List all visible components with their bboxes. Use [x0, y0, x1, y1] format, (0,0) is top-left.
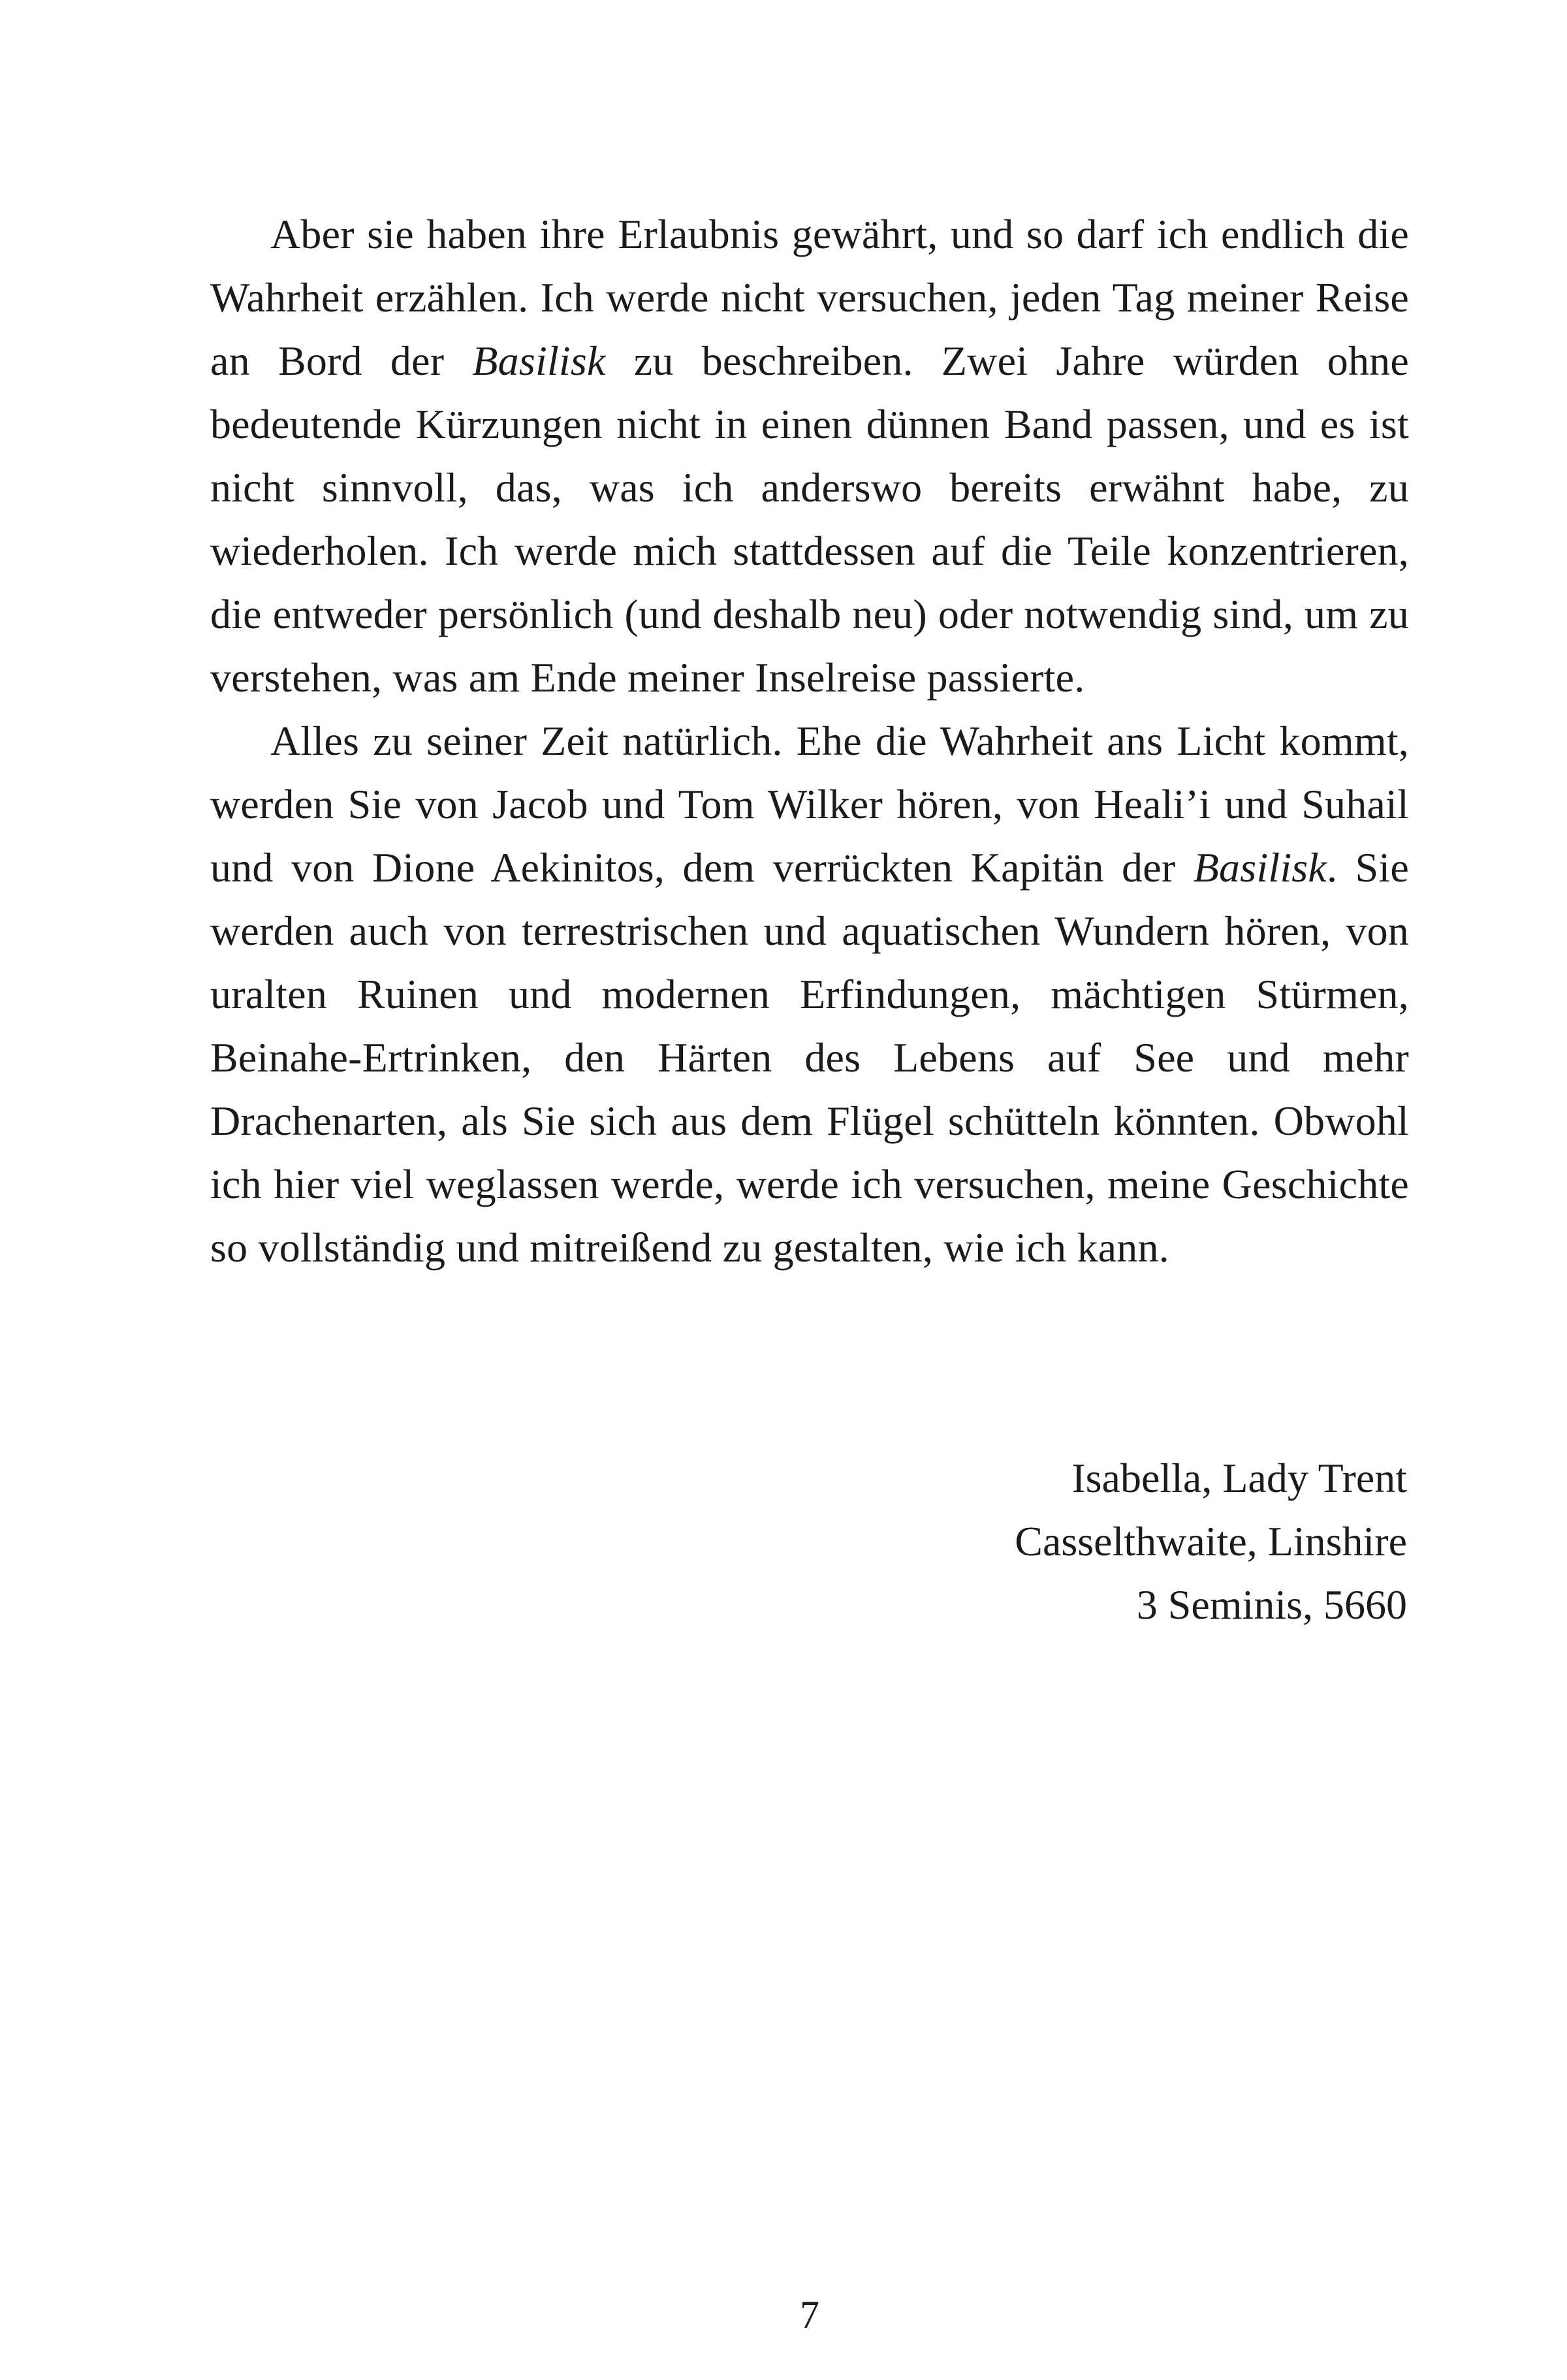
body-paragraph: Alles zu seiner Zeit natürlich. Ehe die Wahrheit ans Licht kommt, werden Sie von Jacob und Tom Wilker hören, von Heali’i und Suhail und von Dione Aekinitos, dem verrückten Kapitän der Basilisk. Sie werden auch von terrestrischen und aquatischen Wundern hören, von uralten Ruinen und modernen Erfindungen, mächtigen Stürmen, Beinahe-Ertrinken, den Härten des Lebens auf See und mehr Drachenarten, als Sie sich aus dem Flügel schütteln könnten. Obwohl ich hier viel weglassen werde, werde ich versuchen, meine Geschichte so vollständig und mitreißend zu gestalten, wie ich kann.	[210, 718, 1409, 1271]
signature-block	[1015, 1446, 1407, 1636]
signature-date: 3 Seminis, 5660	[1136, 1581, 1407, 1628]
signature-place: Casselthwaite, Linshire	[1015, 1518, 1407, 1564]
page-number: 7	[800, 2293, 819, 2336]
body-text	[210, 202, 1409, 1279]
signature-name: Isabella, Lady Trent	[1071, 1455, 1407, 1501]
body-paragraph: Aber sie haben ihre Erlaubnis gewährt, und so darf ich endlich die Wahrheit erzählen. Ich werde nicht versuchen, jeden Tag meiner Reise an Bord der Basilisk zu beschreiben. Zwei Jahre würden ohne bedeutende Kürzungen nicht in einen dünnen Band passen, und es ist nicht sinnvoll, das, was ich anderswo bereits erwähnt habe, zu wiederholen. Ich werde mich stattdessen auf die Teile konzentrieren, die entweder persönlich (und deshalb neu) oder notwendig sind, um zu verstehen, was am Ende meiner Inselreise passierte.	[210, 211, 1409, 701]
